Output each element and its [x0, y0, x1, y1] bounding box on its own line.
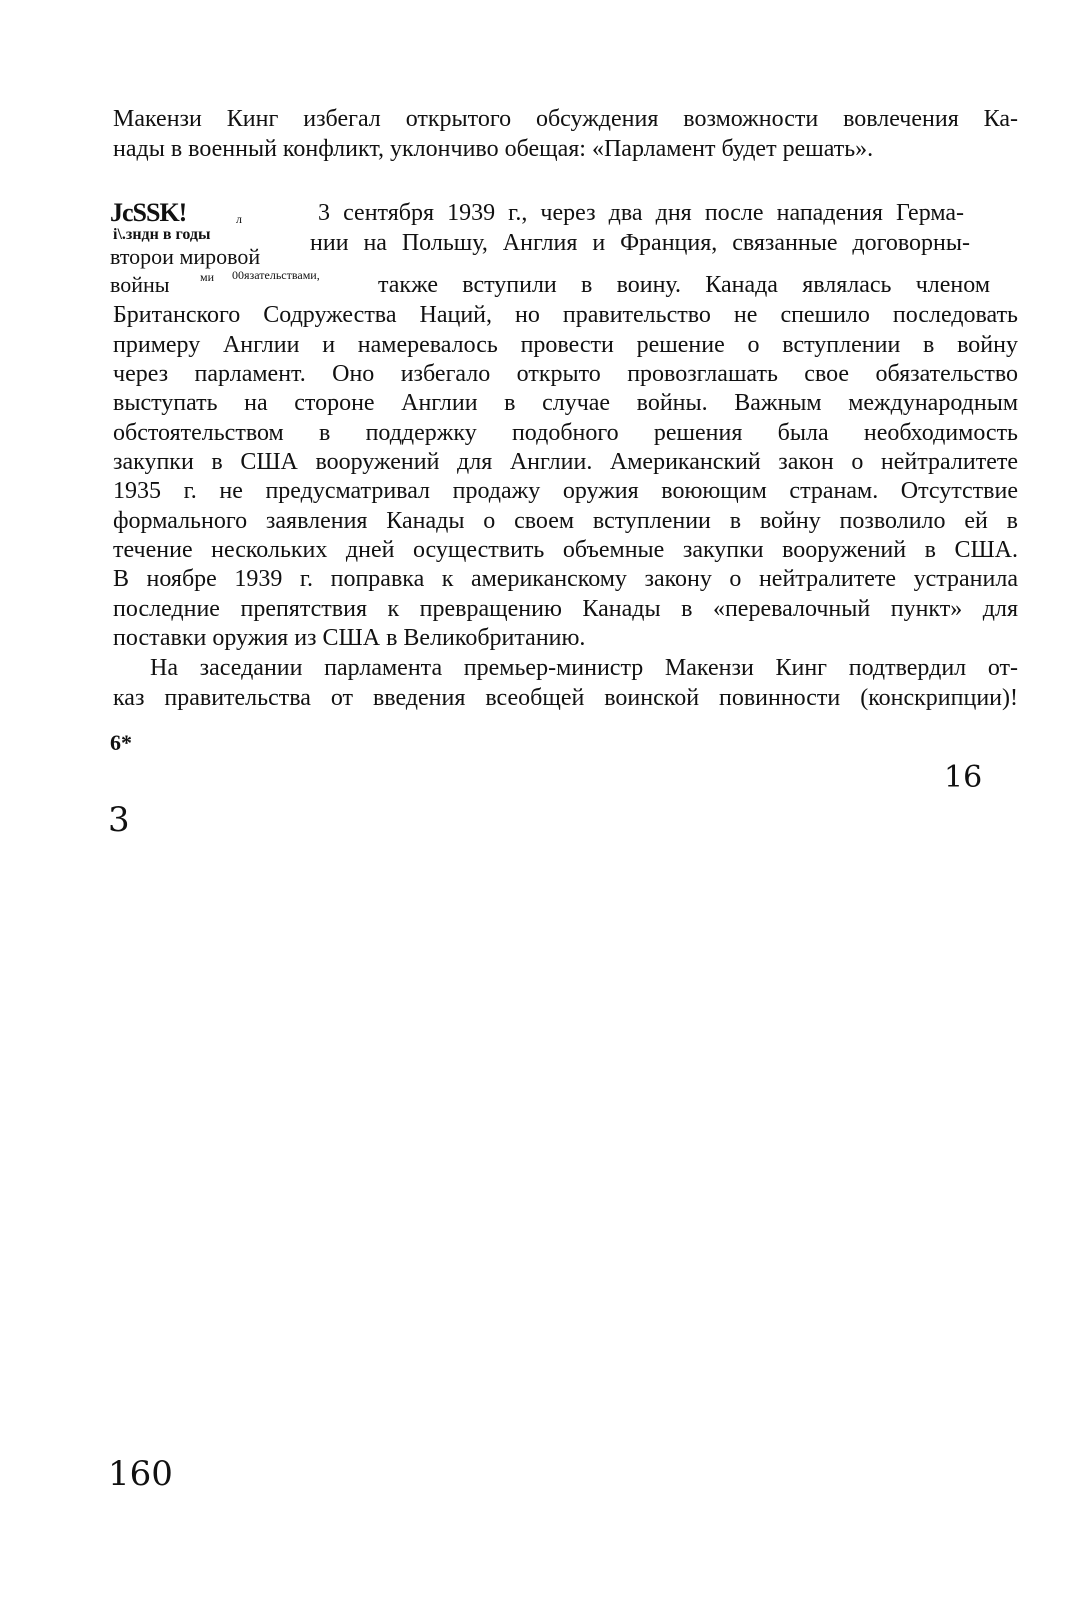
body-line-8: формального заявления Канады о своем вступлении в войну позволило ей в — [113, 508, 1018, 534]
footnote-marker: 3 — [108, 800, 130, 840]
sidebar-mark: л — [236, 212, 242, 226]
body-line-7: 1935 г. не предусматривал продажу оружия воюющим странам. Отсутствие — [113, 478, 1018, 504]
para2-line-1: На заседании парламента премьер-министр Макензи Кинг подтвердил от- — [150, 655, 1018, 681]
body-line-1: Британского Содружества Наций, но правительство не спешило последовать — [113, 302, 1018, 328]
para2-line-2: каз правительства от введения всеобщей воинской повинности (конскрипции)! — [113, 685, 1018, 711]
fragment-obligations: 00язательствами, — [232, 268, 320, 282]
intro-line-1: Макензи Кинг избегал открытого обсуждения возможности вовлечения Ка- — [113, 106, 1018, 132]
intro-line-2: нады в военный конфликт, уклончиво обещая: «Парламент будет решать». — [113, 136, 874, 162]
sidebar-line-1: i\.зндн в годы — [113, 226, 211, 243]
body-line-3: через парламент. Оно избегало открыто провозглашать свое обязательство — [113, 361, 1018, 387]
sidebar-line-2: второи мировой — [110, 244, 261, 269]
body-line-5: обстоятельством в поддержку подобного решения была необходимость — [113, 420, 1018, 446]
body-line-last: поставки оружия из США в Великобританию. — [113, 625, 586, 651]
page-number: 160 — [108, 1454, 173, 1494]
sidebar-line-3: войны — [110, 272, 170, 297]
body-line-6: закупки в США вооружений для Англии. Американский закон о нейтралитете — [113, 449, 1018, 475]
sidebar-heading: JcSSK! — [110, 198, 187, 227]
body-line-4: выступать на стороне Англии в случае войны. Важным международным — [113, 390, 1018, 416]
body-line-10: В ноябре 1939 г. поправка к американскому закону о нейтралитете устранила — [113, 566, 1018, 592]
footnote-number: 16 — [944, 760, 983, 795]
body-line-9: течение нескольких дней осуществить объемные закупки вооружений в США. — [113, 537, 1018, 563]
signature-mark: 6* — [110, 730, 132, 755]
body-line-2: примеру Англии и намеревалось провести решение о вступлении в войну — [113, 332, 1018, 358]
wrap-line-2: нии на Польшу, Англия и Франция, связанные договорны- — [310, 230, 970, 256]
line-after-fragments: также вступили в воину. Канада являлась членом — [378, 272, 990, 298]
fragment-mi: ми — [200, 270, 215, 284]
body-line-11: последние препятствия к превращению Канады в «перевалочный пункт» для — [113, 596, 1018, 622]
wrap-line-1: 3 сентября 1939 г., через два дня после нападения Герма- — [318, 200, 964, 226]
